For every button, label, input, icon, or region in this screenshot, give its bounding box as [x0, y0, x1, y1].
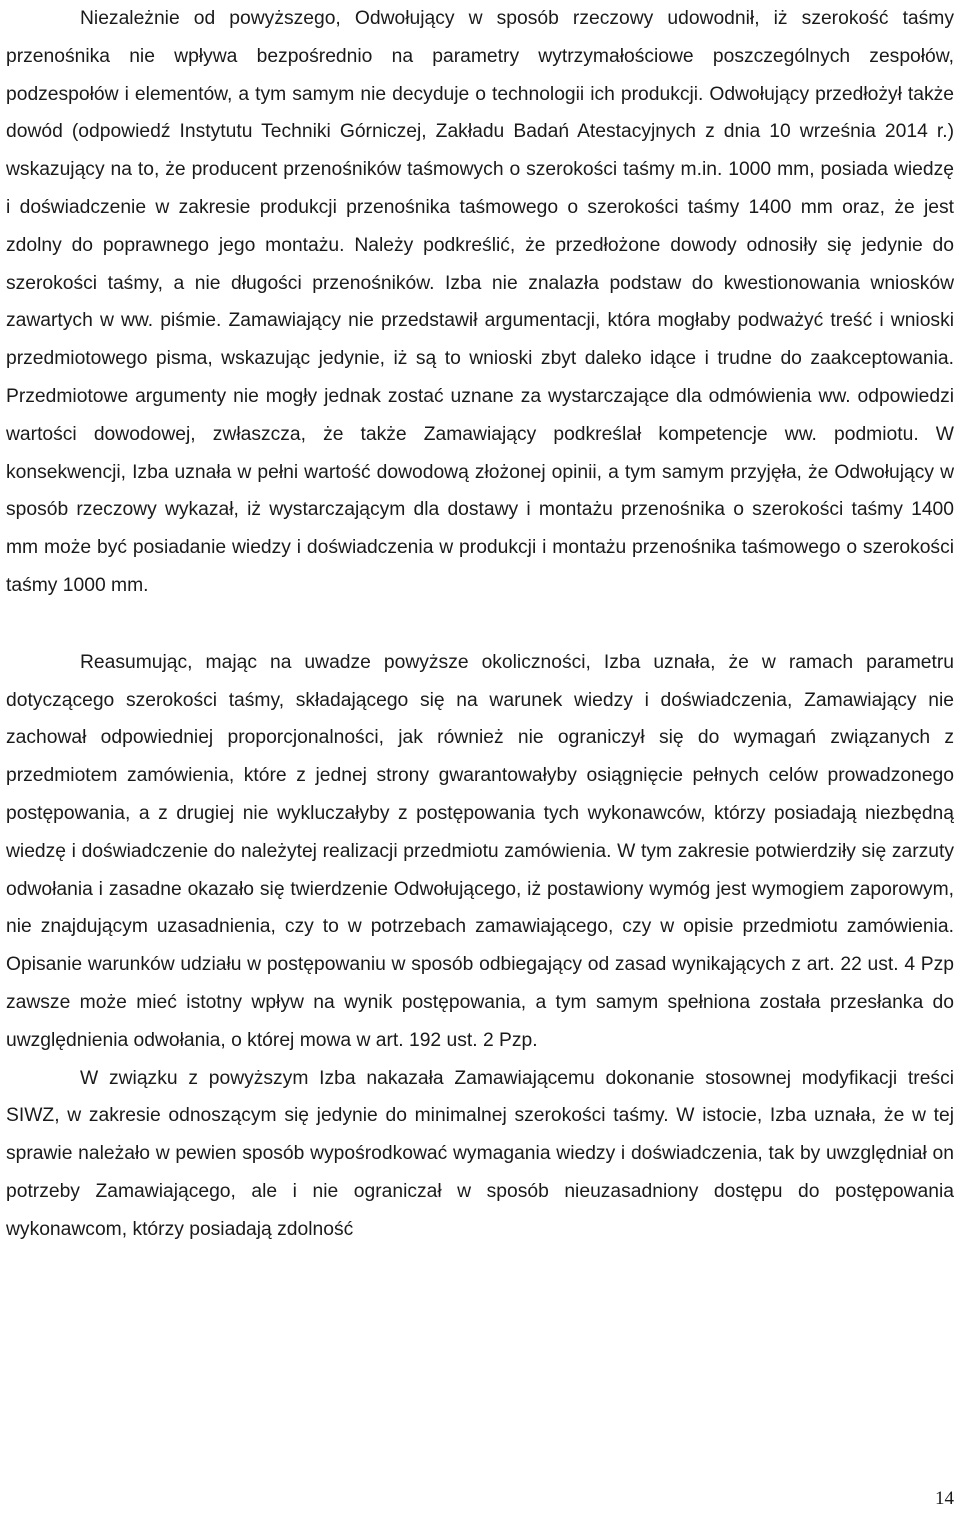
paragraph-1: Niezależnie od powyższego, Odwołujący w sposób rzeczowy udowodnił, iż szerokość taśmy przenośnika nie wpływa bezpośrednio na parametry wytrzymałościowe poszczególnych zespołów, podzespołów i elementów, a tym samym nie decyduje o technologii ich produkcji. Odwołujący przedłożył także dowód (odpowiedź Instytutu Techniki Górniczej, Zakładu Badań Atestacyjnych z dnia 10 września 2014 r.) wskazujący na to, że producent przenośników taśmowych o szerokości taśmy m.in. 1000 mm, posiada wiedzę i doświadczenie w zakresie produkcji przenośnika taśmowego o szerokości taśmy 1400 mm oraz, że jest zdolny do poprawnego jego montażu. Należy podkreślić, że przedłożone dowody odnosiły się jedynie do szerokości taśmy, a nie długości przenośników. Izba nie znalazła podstaw do kwestionowania wniosków zawartych w ww. piśmie. Zamawiający nie przedstawił argumentacji, która mogłaby podważyć treść i wnioski przedmiotowego pisma, wskazując jedynie, iż są to wnioski zbyt daleko idące i trudne do zaakceptowania. Przedmiotowe argumenty nie mogły jednak zostać uznane za wystarczające dla odmówienia ww. odpowiedzi wartości dowodowej, zwłaszcza, że także Zamawiający podkreślał kompetencje ww. podmiotu. W konsekwencji, Izba uznała w pełni wartość dowodową złożonej opinii, a tym samym przyjęła, że Odwołujący w sposób rzeczowy wykazał, iż wystarczającym dla dostawy i montażu przenośnika o szerokości taśmy 1400 mm może być posiadanie wiedzy i doświadczenia w produkcji i montażu przenośnika taśmowego o szerokości taśmy 1000 mm. [6, 8, 954, 596]
paragraph-3: W związku z powyższym Izba nakazała Zamawiającemu dokonanie stosownej modyfikacji treści SIWZ, w zakresie odnoszącym się jedynie do minimalnej szerokości taśmy. W istocie, Izba uznała, że w tej sprawie należało w pewien sposób wypośrodkować wymagania wiedzy i doświadczenia, tak by uwzględniał on potrzeby Zamawiającego, ale i nie ograniczał w sposób nieuzasadniony dostępu do postępowania wykonawcom, którzy posiadają zdolność [6, 1067, 954, 1240]
document-page [6, 0, 954, 1249]
page-number: 14 [935, 1488, 954, 1509]
paragraph-2: Reasumując, mając na uwadze powyższe okoliczności, Izba uznała, że w ramach parametru dotyczącego szerokości taśmy, składającego się na warunek wiedzy i doświadczenia, Zamawiający nie zachował odpowiedniej proporcjonalności, jak również nie ograniczył się do wymagań związanych z przedmiotem zamówienia, które z jednej strony gwarantowałyby osiągnięcie pełnych celów prowadzonego postępowania, a z drugiej nie wykluczałyby z postępowania tych wykonawców, którzy posiadają niezbędną wiedzę i doświadczenie do należytej realizacji przedmiotu zamówienia. W tym zakresie potwierdziły się zarzuty odwołania i zasadne okazało się twierdzenie Odwołującego, iż postawiony wymóg jest wymogiem zaporowym, nie znajdującym uzasadnienia, czy to w potrzebach zamawiającego, czy w opisie przedmiotu zamówienia. Opisanie warunków udziału w postępowaniu w sposób odbiegający od zasad wynikających z art. 22 ust. 4 Pzp zawsze może mieć istotny wpływ na wynik postępowania, a tym samym spełniona została przesłanka do uwzględnienia odwołania, o której mowa w art. 192 ust. 2 Pzp. [6, 651, 954, 1051]
